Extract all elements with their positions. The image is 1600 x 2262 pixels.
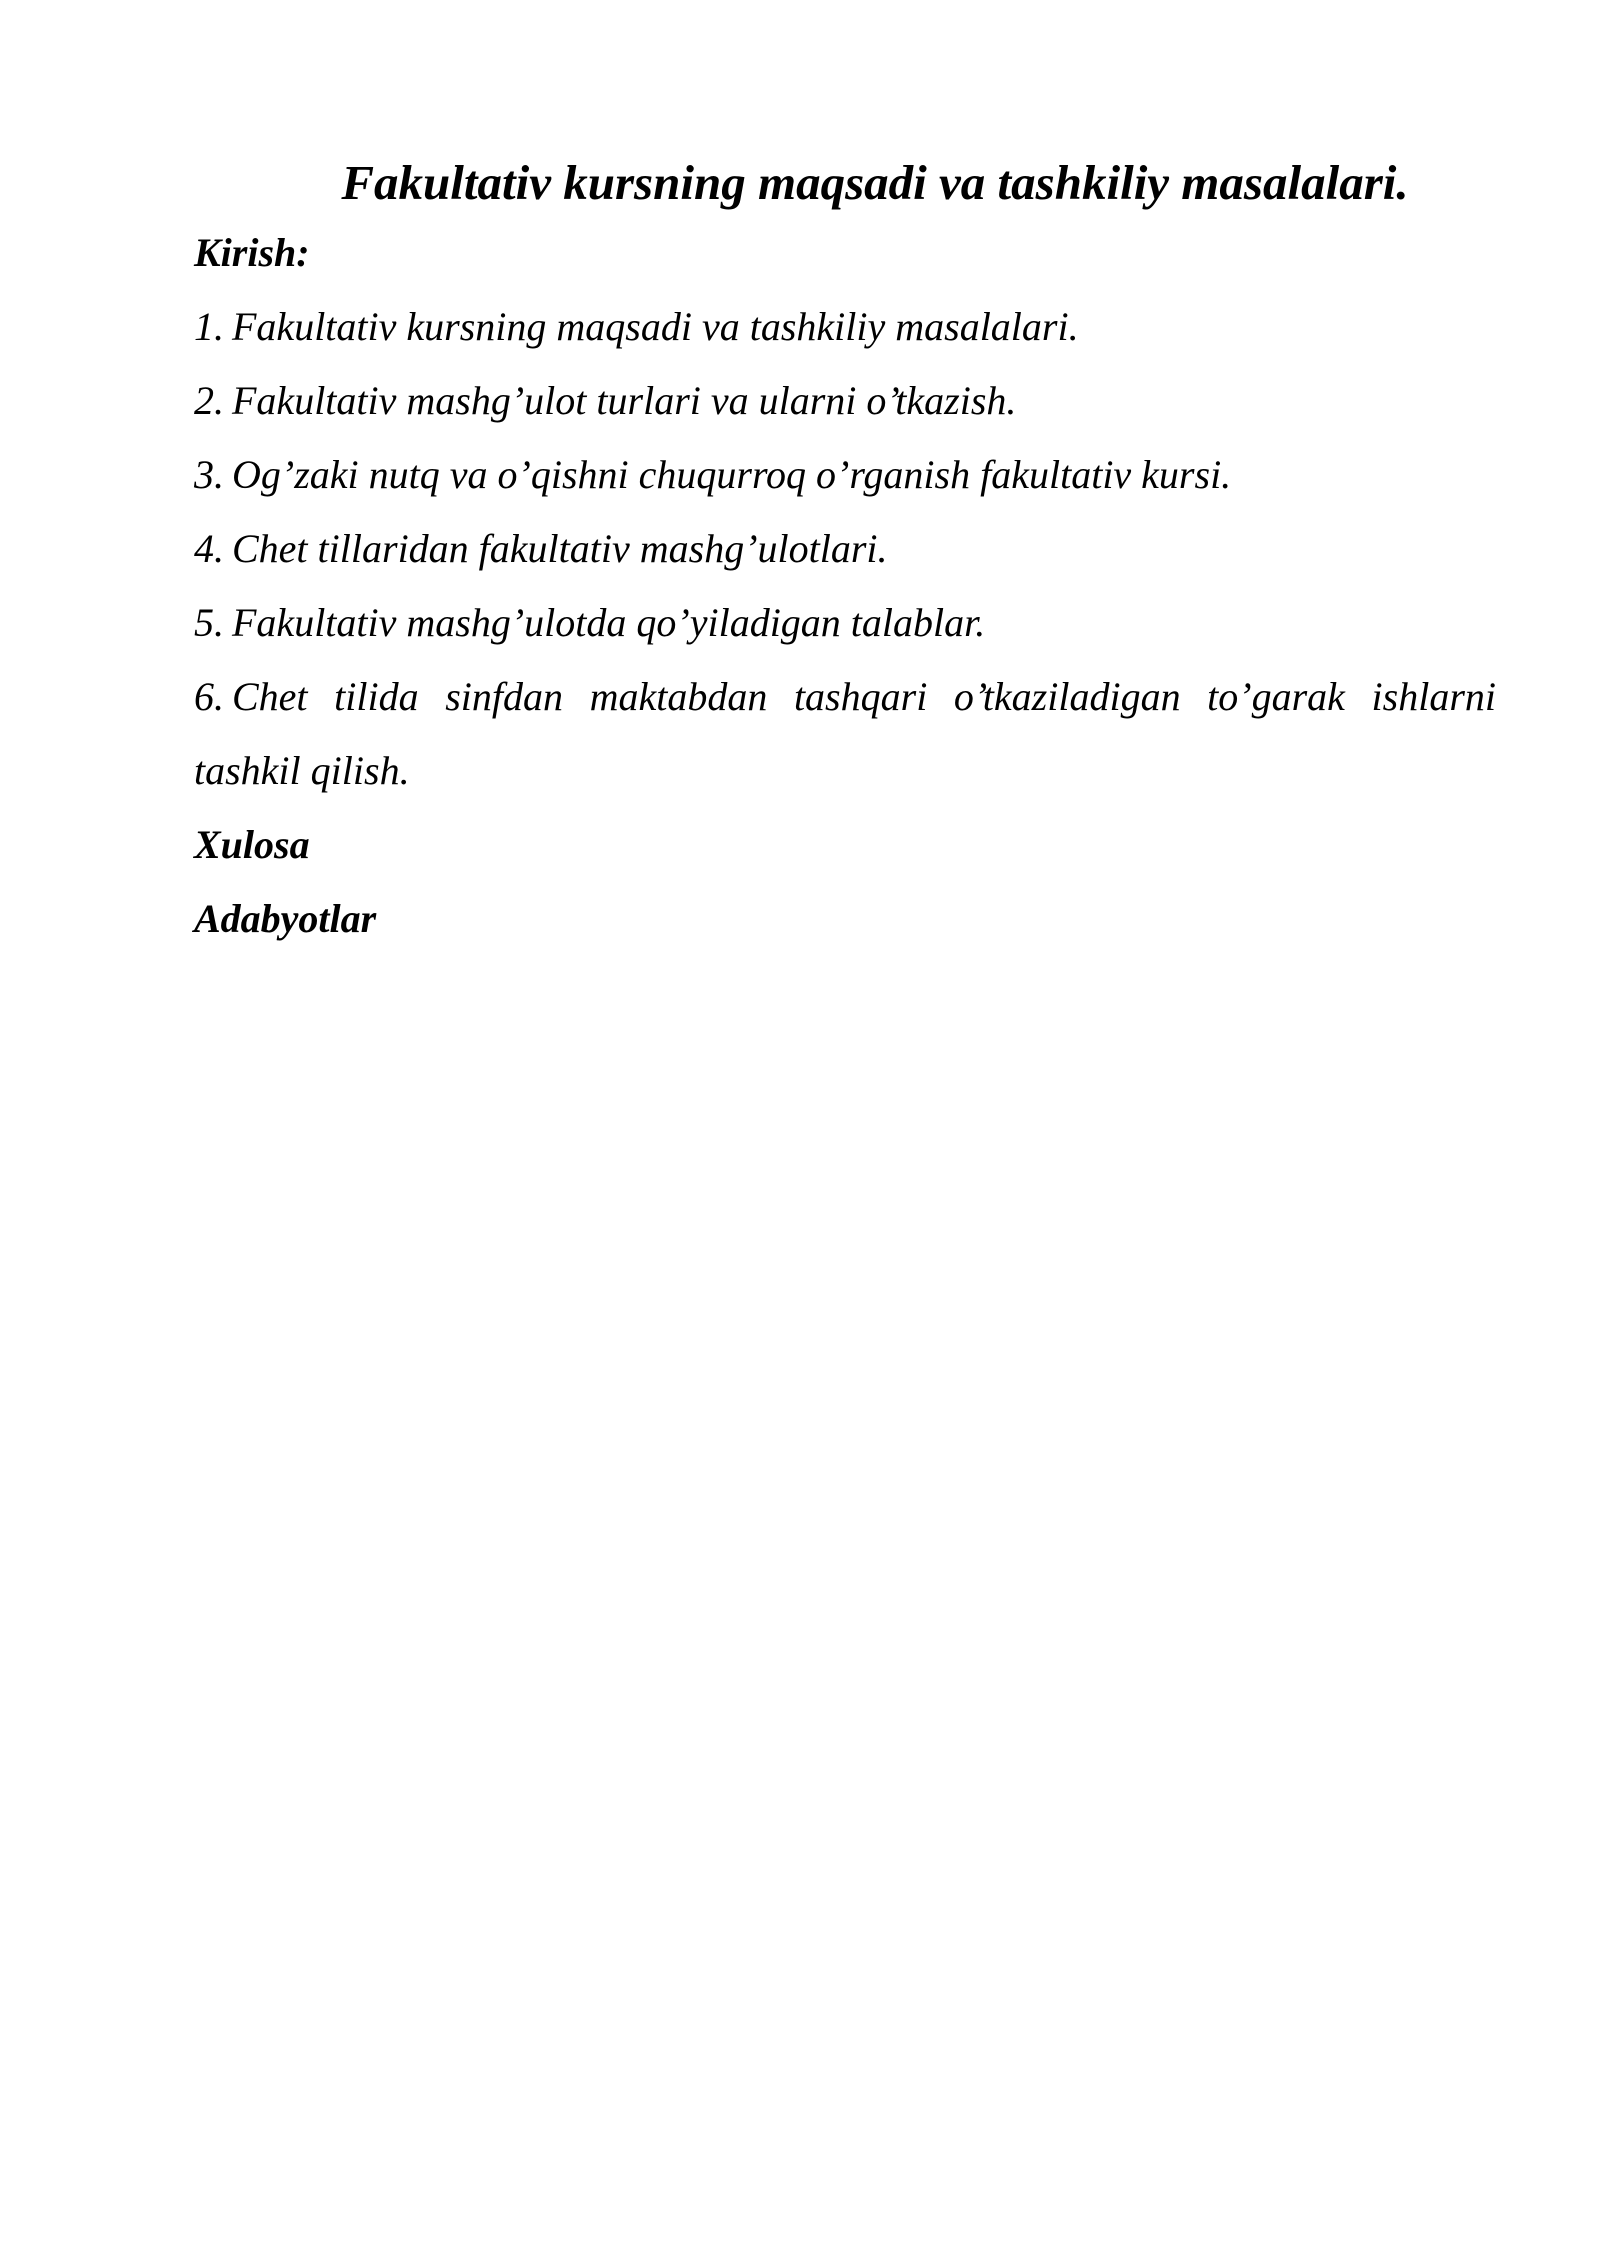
document-title: Fakultativ kursning maqsadi va tashkiliy masalalari. <box>341 155 1409 210</box>
list-item <box>194 290 1496 364</box>
list-item-number: 5. <box>194 600 224 645</box>
contents-list <box>194 290 1496 808</box>
list-item-text: Fakultativ mashg’ulot turlari va ularni o’tkazish. <box>232 378 1017 423</box>
list-item-number: 1. <box>194 304 224 349</box>
list-item-number: 4. <box>194 526 224 571</box>
list-item <box>194 586 1496 660</box>
list-item-text: Og’zaki nutq va o’qishni chuqurroq o’rganish fakultativ kursi. <box>232 452 1232 497</box>
document-content <box>194 150 1496 956</box>
list-item-number: 6. <box>194 674 224 719</box>
list-item <box>194 512 1496 586</box>
intro-heading: Kirish: <box>194 230 310 275</box>
references-heading: Adabyotlar <box>194 896 377 941</box>
list-item-number: 3. <box>194 452 224 497</box>
list-item <box>194 438 1496 512</box>
list-item-text: Fakultativ mashg’ulotda qo’yiladigan talablar. <box>232 600 986 645</box>
list-item <box>194 660 1496 808</box>
list-item-text: Chet tilida sinfdan maktabdan tashqari o’tkaziladigan to’garak ishlarni tashkil qilish. <box>194 674 1496 793</box>
conclusion-heading: Xulosa <box>194 822 310 867</box>
list-item-text: Fakultativ kursning maqsadi va tashkiliy masalalari. <box>232 304 1079 349</box>
list-item <box>194 364 1496 438</box>
list-item-number: 2. <box>194 378 224 423</box>
list-item-text: Chet tillaridan fakultativ mashg’ulotlari. <box>232 526 888 571</box>
